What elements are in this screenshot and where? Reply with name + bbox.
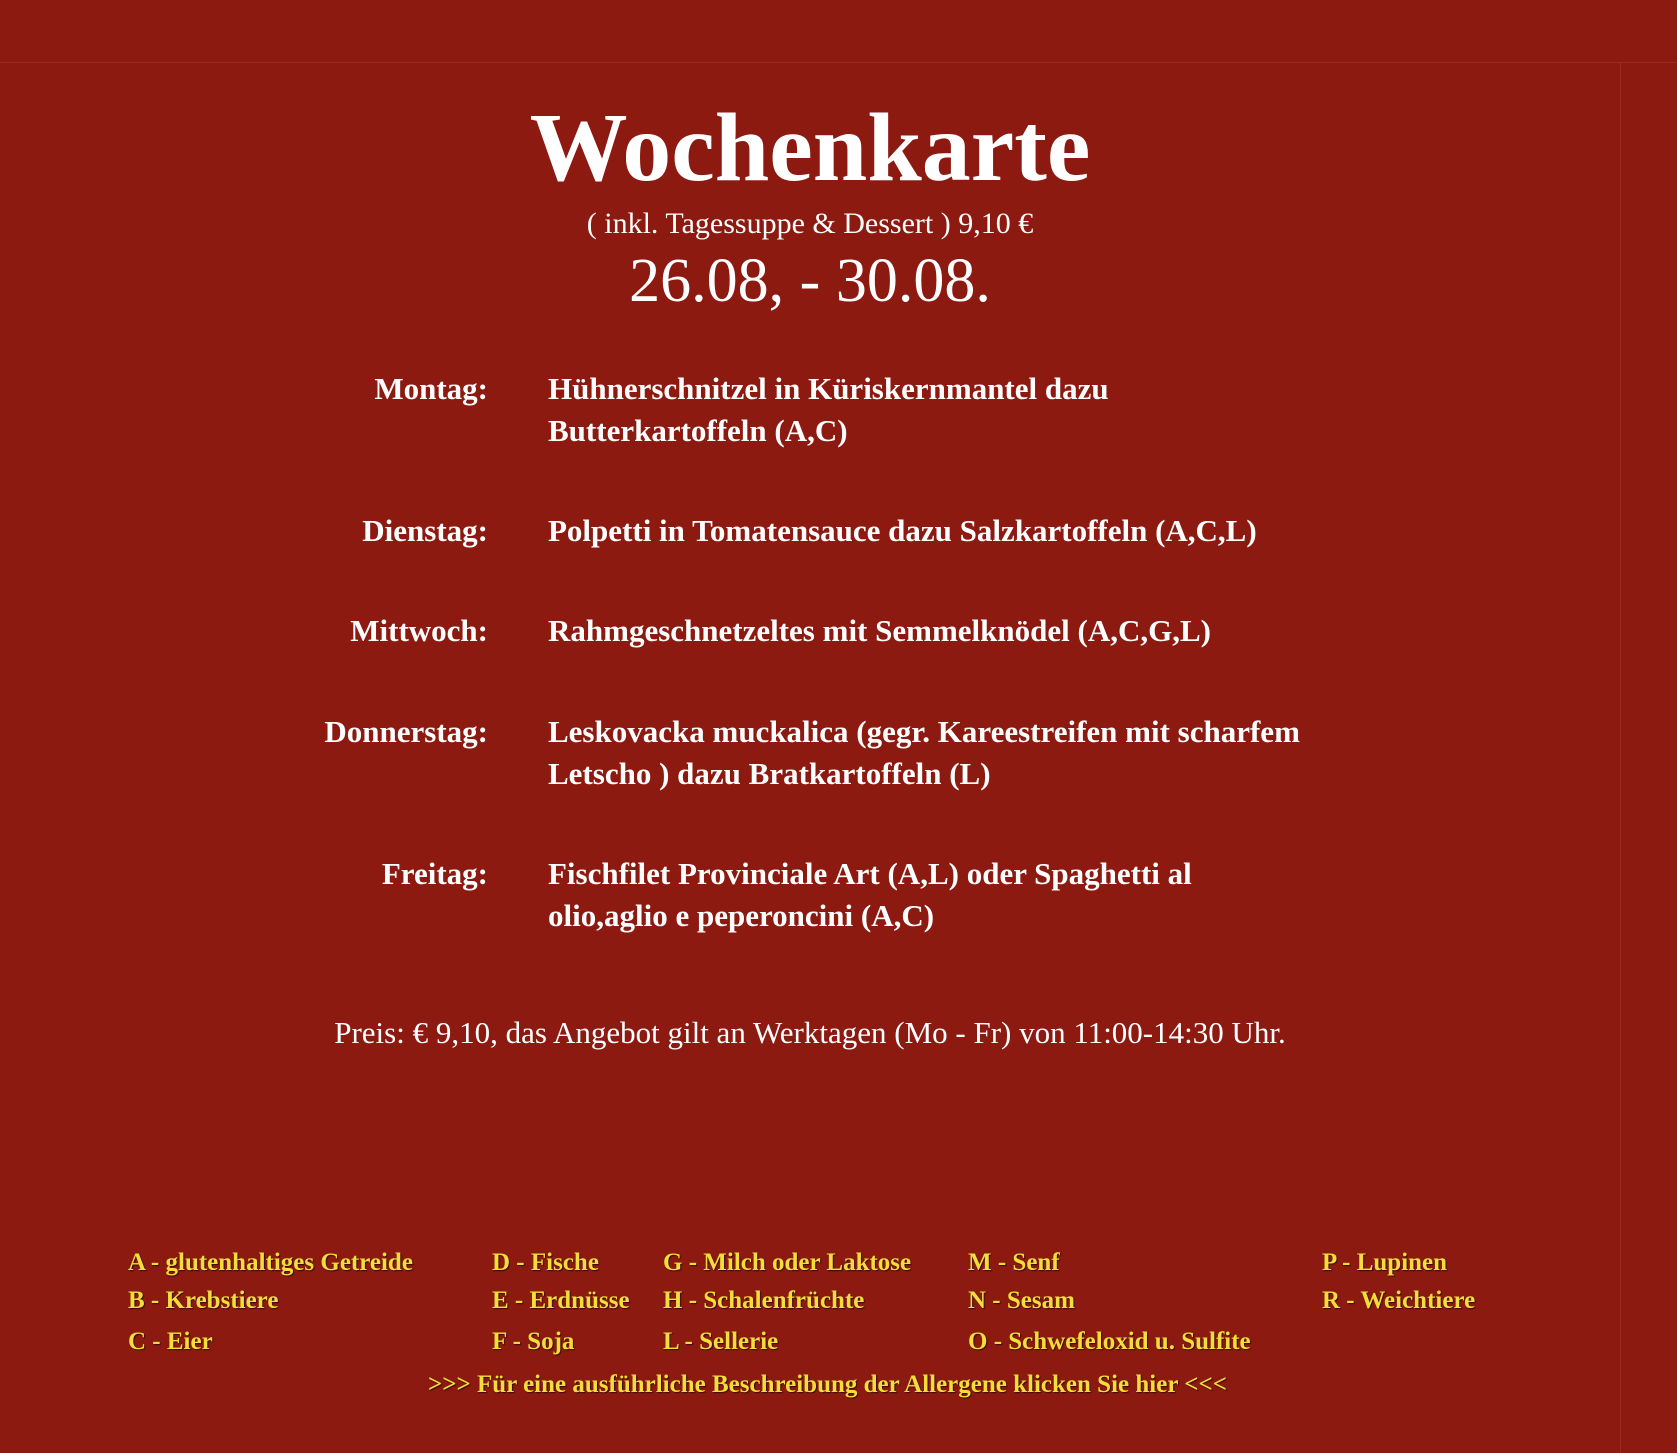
- top-banner-strip: [0, 0, 1677, 63]
- dish-tuesday: [548, 510, 1408, 552]
- dish-line: Rahmgeschnetzeltes mit Semmelknödel (A,C,G,L): [548, 613, 1211, 648]
- content-right-border: [1620, 62, 1621, 1453]
- menu-row-monday: [0, 368, 1620, 452]
- day-label-thursday: Donnerstag:: [324, 714, 488, 749]
- dish-line: Letscho ) dazu Bratkartoffeln (L): [548, 756, 991, 791]
- allergen-o: O - Schwefeloxid u. Sulfite: [968, 1328, 1251, 1355]
- allergen-b: B - Krebstiere: [128, 1287, 279, 1314]
- day-label-friday: Freitag:: [381, 856, 488, 891]
- menu-row-tuesday: [0, 510, 1620, 552]
- allergen-p: P - Lupinen: [1322, 1249, 1448, 1276]
- dish-line: Leskovacka muckalica (gegr. Kareestreifen mit scharfem: [548, 714, 1300, 749]
- menu-row-thursday: [0, 711, 1620, 795]
- allergen-r: R - Weichtiere: [1322, 1287, 1476, 1314]
- dish-line: Butterkartoffeln (A,C): [548, 413, 848, 448]
- allergen-g: G - Milch oder Laktose: [663, 1249, 912, 1276]
- menu-header: [0, 92, 1620, 318]
- dish-friday: [548, 853, 1408, 937]
- dish-line: Hühnerschnitzel in Küriskernmantel dazu: [548, 371, 1109, 406]
- day-label-wednesday: Mittwoch:: [350, 613, 488, 648]
- allergen-m: M - Senf: [968, 1249, 1060, 1276]
- allergen-f: F - Soja: [492, 1328, 575, 1355]
- allergen-d: D - Fische: [492, 1249, 599, 1276]
- dish-line: Polpetti in Tomatensauce dazu Salzkartoffeln (A,C,L): [548, 513, 1257, 548]
- dish-line: Fischfilet Provinciale Art (A,L) oder Spaghetti al: [548, 856, 1192, 891]
- page-subtitle: ( inkl. Tagessuppe & Dessert ) 9,10 €: [586, 207, 1034, 240]
- dish-thursday: [548, 711, 1408, 795]
- dish-wednesday: [548, 610, 1408, 652]
- day-label-tuesday: Dienstag:: [362, 513, 488, 548]
- allergen-n: N - Sesam: [968, 1287, 1075, 1314]
- dish-line: olio,aglio e peperoncini (A,C): [548, 898, 935, 933]
- price-note: Preis: € 9,10, das Angebot gilt an Werktagen (Mo - Fr) von 11:00-14:30 Uhr.: [334, 1015, 1286, 1050]
- allergen-c: C - Eier: [128, 1328, 213, 1355]
- allergen-l: L - Sellerie: [663, 1328, 779, 1355]
- menu-row-friday: [0, 853, 1620, 937]
- menu-row-wednesday: [0, 610, 1620, 652]
- dish-monday: [548, 368, 1408, 452]
- allergen-h: H - Schalenfrüchte: [663, 1287, 865, 1314]
- week-date-range: 26.08, - 30.08.: [629, 247, 991, 315]
- allergen-e: E - Erdnüsse: [492, 1287, 630, 1314]
- allergen-a: A - glutenhaltiges Getreide: [128, 1249, 413, 1276]
- page-title: Wochenkarte: [529, 94, 1091, 202]
- allergen-details-link[interactable]: >>> Für eine ausführliche Beschreibung der Allergene klicken Sie hier <<<: [428, 1371, 1227, 1398]
- day-label-monday: Montag:: [374, 371, 488, 406]
